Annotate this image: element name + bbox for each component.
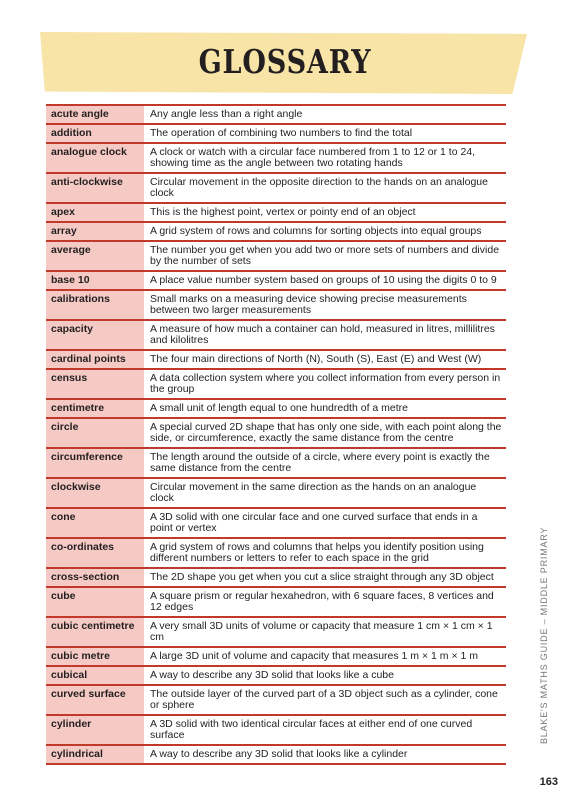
glossary-definition: The 2D shape you get when you cut a slice straight through any 3D object xyxy=(150,571,494,583)
glossary-row xyxy=(46,204,506,223)
glossary-definition: A large 3D unit of volume and capacity that measures 1 m × 1 m × 1 m xyxy=(150,650,478,662)
glossary-definition: A data collection system where you collect information from every person in the group xyxy=(150,372,501,395)
glossary-row xyxy=(46,667,506,686)
page-number: 163 xyxy=(539,776,558,788)
glossary-term: base 10 xyxy=(46,272,144,289)
glossary-definition: A special curved 2D shape that has only one side, with each point along the side, or circumference, exactly the same distance from the centre xyxy=(150,421,502,444)
glossary-row xyxy=(46,588,506,618)
glossary-row xyxy=(46,125,506,144)
glossary-term: average xyxy=(46,242,144,270)
glossary-row xyxy=(46,223,506,242)
glossary-term: anti-clockwise xyxy=(46,174,144,202)
glossary-row xyxy=(46,321,506,351)
glossary-term: co-ordinates xyxy=(46,539,144,567)
glossary-term: circle xyxy=(46,419,144,447)
glossary-row xyxy=(46,144,506,174)
glossary-definition: A place value number system based on groups of 10 using the digits 0 to 9 xyxy=(150,274,497,286)
glossary-term: centimetre xyxy=(46,400,144,417)
glossary-definition: A measure of how much a container can hold, measured in litres, millilitres and kilolitres xyxy=(150,323,495,346)
glossary-row xyxy=(46,242,506,272)
glossary-term: clockwise xyxy=(46,479,144,507)
page-title: GLOSSARY xyxy=(198,42,372,81)
glossary-term: census xyxy=(46,370,144,398)
glossary-term: array xyxy=(46,223,144,240)
glossary-definition: A very small 3D units of volume or capacity that measure 1 cm × 1 cm × 1 cm xyxy=(150,620,493,643)
glossary-term: circumference xyxy=(46,449,144,477)
glossary-definition: The outside layer of the curved part of a 3D object such as a cylinder, cone or sphere xyxy=(150,688,498,711)
glossary-term: cylindrical xyxy=(46,746,144,763)
glossary-definition: A clock or watch with a circular face numbered from 1 to 12 or 1 to 24, showing time as the angle between two rotating hands xyxy=(150,146,476,169)
glossary-row xyxy=(46,400,506,419)
glossary-definition: A way to describe any 3D solid that looks like a cube xyxy=(150,669,394,681)
glossary-row xyxy=(46,569,506,588)
glossary-term: cube xyxy=(46,588,144,616)
glossary-definition: Circular movement in the opposite direction to the hands on an analogue clock xyxy=(150,176,488,199)
glossary-definition: The operation of combining two numbers to find the total xyxy=(150,127,413,139)
glossary-table xyxy=(46,104,506,765)
glossary-row xyxy=(46,686,506,716)
glossary-row xyxy=(46,539,506,569)
glossary-definition: The four main directions of North (N), South (S), East (E) and West (W) xyxy=(150,353,482,365)
glossary-row xyxy=(46,509,506,539)
glossary-term: apex xyxy=(46,204,144,221)
glossary-term: cylinder xyxy=(46,716,144,744)
glossary-term: cubical xyxy=(46,667,144,684)
glossary-term: addition xyxy=(46,125,144,142)
glossary-row xyxy=(46,106,506,125)
glossary-row xyxy=(46,370,506,400)
glossary-term: analogue clock xyxy=(46,144,144,172)
glossary-definition: This is the highest point, vertex or pointy end of an object xyxy=(150,206,416,218)
side-running-text: BLAKE'S MATHS GUIDE – MIDDLE PRIMARY xyxy=(539,526,549,744)
glossary-row xyxy=(46,291,506,321)
glossary-row xyxy=(46,618,506,648)
glossary-definition: A grid system of rows and columns that helps you identify position using different numbers or letters to refer to each space in the grid xyxy=(150,541,484,564)
glossary-row xyxy=(46,648,506,667)
glossary-term: capacity xyxy=(46,321,144,349)
glossary-definition: Any angle less than a right angle xyxy=(150,108,303,120)
glossary-definition: The length around the outside of a circle, where every point is exactly the same distance from the centre xyxy=(150,451,490,474)
glossary-definition: A 3D solid with one circular face and one curved surface that ends in a point or vertex xyxy=(150,511,478,534)
glossary-definition: A square prism or regular hexahedron, with 6 square faces, 8 vertices and 12 edges xyxy=(150,590,494,613)
glossary-row xyxy=(46,351,506,370)
glossary-definition: A small unit of length equal to one hundredth of a metre xyxy=(150,402,409,414)
glossary-term: acute angle xyxy=(46,106,144,123)
glossary-row xyxy=(46,272,506,291)
glossary-row xyxy=(46,419,506,449)
glossary-definition: Circular movement in the same direction as the hands on an analogue clock xyxy=(150,481,477,504)
glossary-definition: The number you get when you add two or more sets of numbers and divide by the number of sets xyxy=(150,244,500,267)
glossary-definition: A 3D solid with two identical circular faces at either end of one curved surface xyxy=(150,718,473,741)
glossary-term: calibrations xyxy=(46,291,144,319)
glossary-row xyxy=(46,174,506,204)
glossary-term: cubic centimetre xyxy=(46,618,144,646)
glossary-term: curved surface xyxy=(46,686,144,714)
glossary-row xyxy=(46,716,506,746)
glossary-row xyxy=(46,449,506,479)
glossary-definition: A grid system of rows and columns for sorting objects into equal groups xyxy=(150,225,482,237)
glossary-term: cone xyxy=(46,509,144,537)
glossary-row xyxy=(46,479,506,509)
glossary-term: cross-section xyxy=(46,569,144,586)
glossary-definition: A way to describe any 3D solid that looks like a cylinder xyxy=(150,748,408,760)
glossary-term: cardinal points xyxy=(46,351,144,368)
glossary-row xyxy=(46,746,506,765)
glossary-definition: Small marks on a measuring device showing precise measurements between two larger measurements xyxy=(150,293,467,316)
glossary-term: cubic metre xyxy=(46,648,144,665)
